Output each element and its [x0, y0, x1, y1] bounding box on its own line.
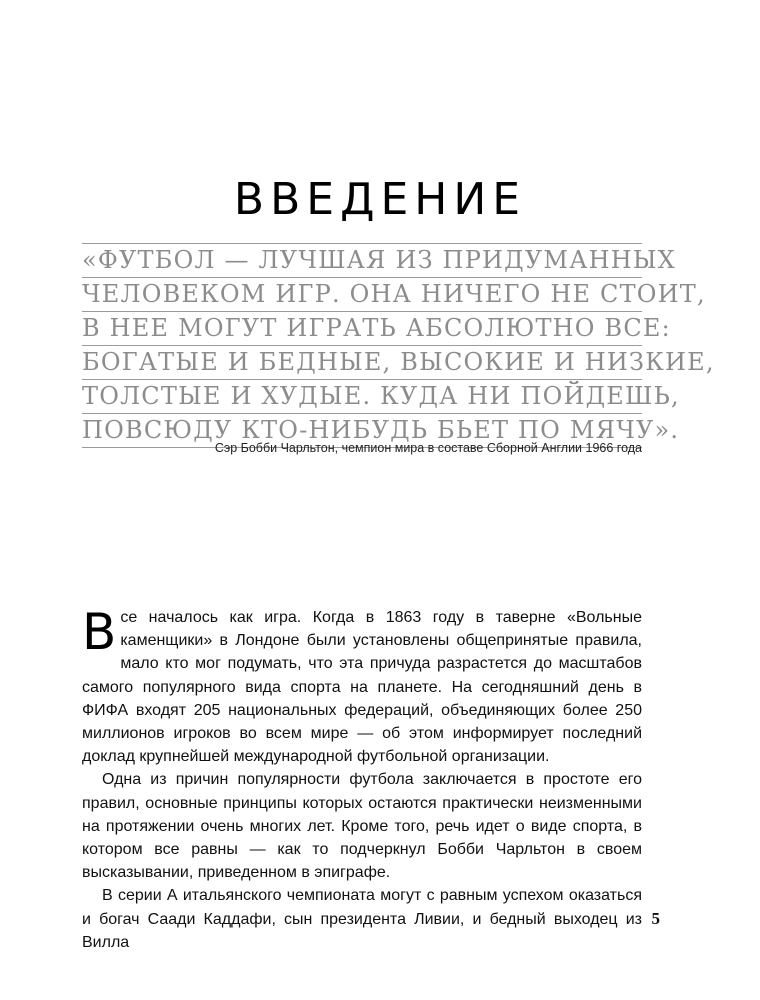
- chapter-title: ВВЕДЕНИЕ: [233, 174, 527, 225]
- epigraph-line: ПОВСЮДУ КТО-НИБУДЬ БЬЕТ ПО МЯЧУ».: [82, 414, 642, 448]
- epigraph-line: В НЕЕ МОГУТ ИГРАТЬ АБСОЛЮТНО ВСЕ:: [82, 312, 642, 346]
- body-paragraph: [82, 603, 642, 768]
- drop-cap: В: [82, 603, 117, 661]
- epigraph-attribution: Сэр Бобби Чарльтон, чемпион мира в составе Сборной Англии 1966 года: [214, 441, 642, 455]
- epigraph-line: ЧЕЛОВЕКОМ ИГР. ОНА НИЧЕГО НЕ СТОИТ,: [82, 278, 642, 312]
- page-number: 5: [651, 909, 660, 928]
- epigraph-line: БОГАТЫЕ И БЕДНЫЕ, ВЫСОКИЕ И НИЗКИЕ,: [82, 346, 642, 380]
- body-paragraph: Одна из причин популярности футбола заключается в простоте его правил, основные принципы которых остаются практически неизменными на протяжении очень многих лет. Кроме того, речь идет о виде спорта, в котором все равны — как то подчеркнул Бобби Чарльтон в своем высказывании, приведенном в эпиграфе.: [82, 771, 642, 882]
- body-text: [82, 603, 642, 954]
- epigraph-line: ТОЛСТЫЕ И ХУДЫЕ. КУДА НИ ПОЙДЕШЬ,: [82, 380, 642, 414]
- epigraph: [82, 243, 715, 448]
- epigraph-line: «ФУТБОЛ — ЛУЧШАЯ ИЗ ПРИДУМАННЫХ: [82, 243, 642, 278]
- body-paragraph: В серии А итальянского чемпионата могут с равным успехом оказаться и богач Саади Каддафи, сын президента Ливии, и бедный выходец из Вилла: [82, 887, 642, 951]
- body-paragraph-text: се началось как игра. Когда в 1863 году в таверне «Вольные каменщики» в Лондоне были установлены общепринятые правила, мало кто мог подумать, что эта причуда разрастется до масштабов самого популярного вида спорта на планете. На сегодняшний день в ФИФА входят 205 национальных федераций, объединяющих более 250 миллионов игроков во всем мире — об этом информирует последний доклад крупнейшей международной футбольной организации.: [82, 609, 642, 766]
